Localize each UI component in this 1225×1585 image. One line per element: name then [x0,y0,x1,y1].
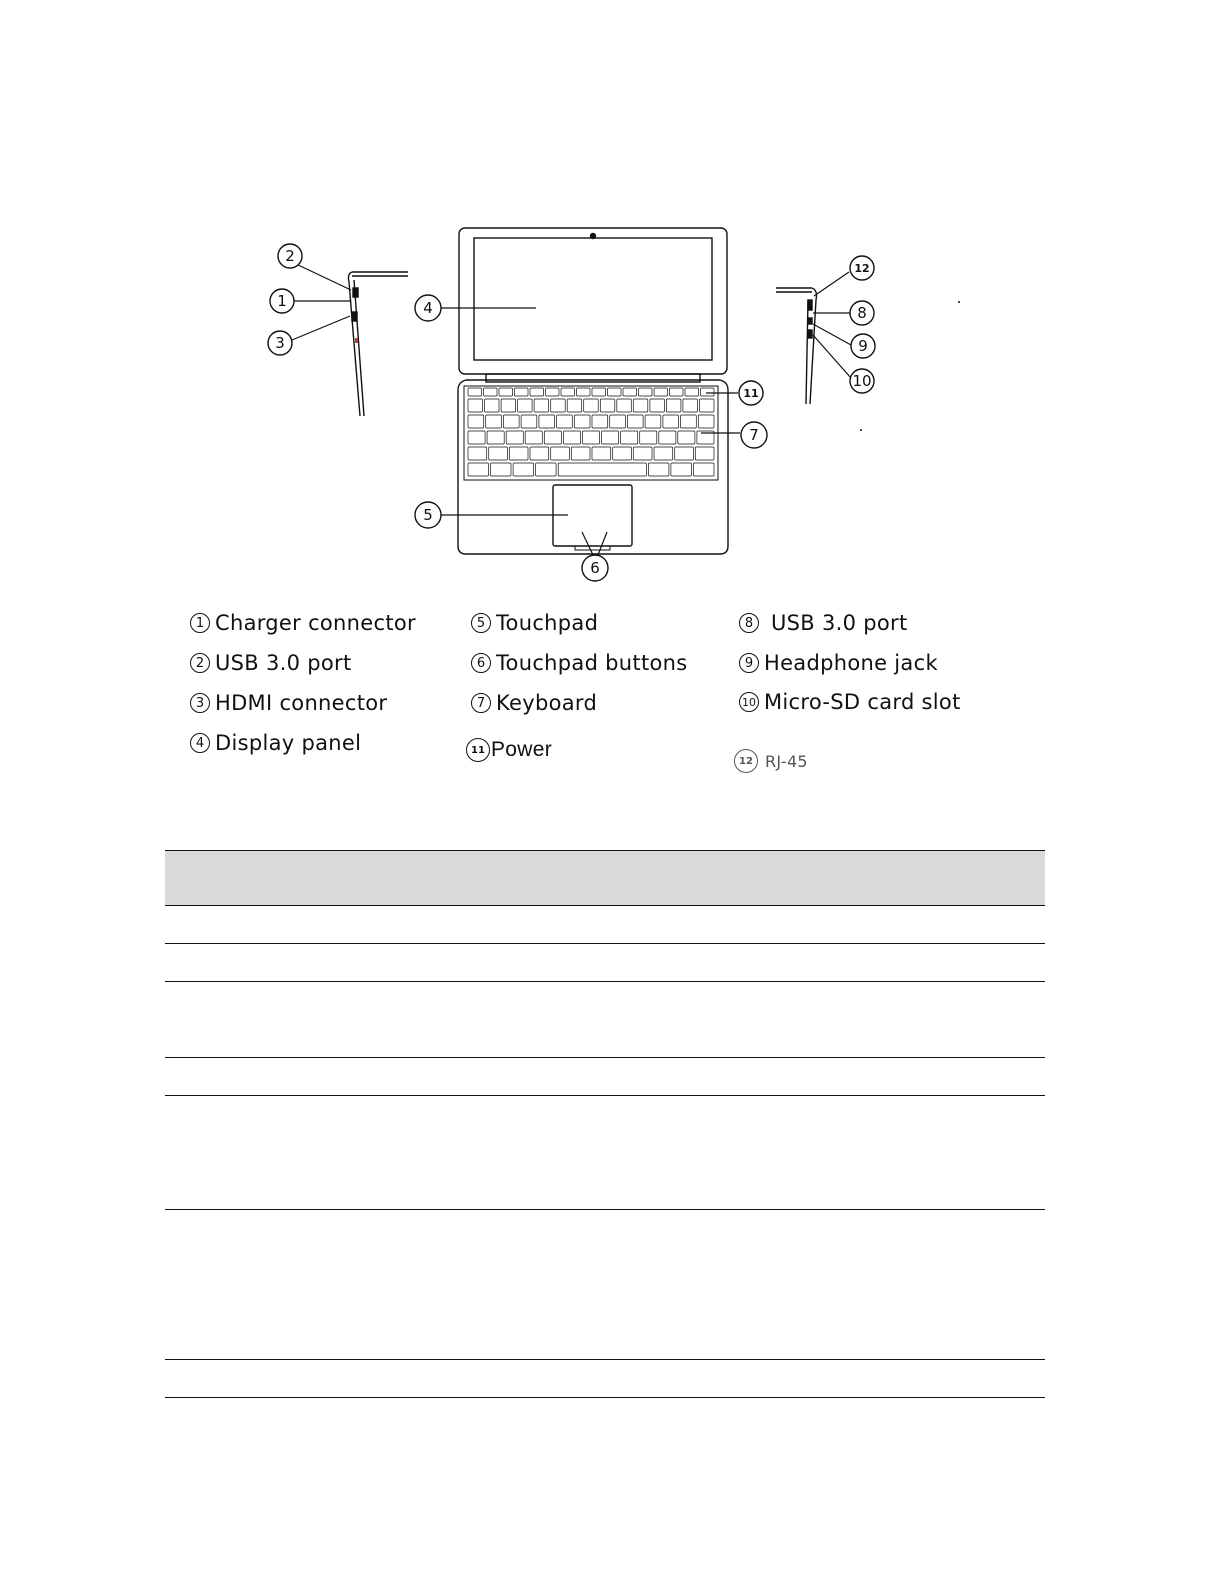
legend-item-9 [739,651,938,675]
svg-text:5: 5 [423,506,433,524]
legend-label: Keyboard [496,691,598,715]
svg-text:7: 7 [749,426,759,444]
svg-text:8: 8 [857,304,867,322]
legend-label: Display panel [215,731,362,755]
legend-number: 2 [190,653,210,673]
legend-number: 7 [471,693,491,713]
legend-item-5 [471,611,598,635]
svg-text:1: 1 [277,292,287,310]
table-row [165,982,1045,1058]
legend-label: Charger connector [215,611,416,635]
legend-label: Power [491,738,553,761]
legend-label: HDMI connector [215,691,388,715]
table-row [165,944,1045,982]
legend-number: 9 [739,653,759,673]
spec-table [165,850,1045,1398]
legend-item-1 [190,611,416,635]
legend-item-6 [471,651,687,675]
legend-label: USB 3.0 port [764,611,908,635]
legend-number: 10 [739,692,759,712]
legend-item-8 [739,611,907,635]
svg-text:2: 2 [285,247,295,265]
svg-text:3: 3 [275,334,285,352]
legend-item-11 [466,738,552,762]
table-row [165,906,1045,944]
legend-label: Touchpad buttons [496,651,688,675]
legend-item-3 [190,691,387,715]
table-row [165,1210,1045,1360]
legend-number: 6 [471,653,491,673]
legend-number: 1 [190,613,210,633]
svg-text:6: 6 [590,559,600,577]
legend-number: 12 [734,749,758,773]
svg-text:11: 11 [743,387,759,400]
legend-label: Touchpad [496,611,599,635]
legend-label: Micro-SD card slot [764,690,961,714]
legend-label: Headphone jack [764,651,938,675]
legend-item-12 [734,749,808,773]
svg-text:10: 10 [852,372,872,390]
svg-text:9: 9 [858,337,868,355]
legend-number: 11 [466,738,490,762]
legend-number: 5 [471,613,491,633]
legend-label: USB 3.0 port [215,651,352,675]
table-header [165,850,1045,906]
svg-text:12: 12 [854,262,870,275]
legend-item-10 [739,690,961,714]
legend-item-2 [190,651,352,675]
legend-item-7 [471,691,597,715]
legend-label: RJ-45 [765,751,808,771]
table-row [165,1058,1045,1096]
table-row [165,1360,1045,1398]
legend-item-4 [190,731,361,755]
svg-text:4: 4 [423,299,433,317]
table-row [165,1096,1045,1210]
legend-number: 3 [190,693,210,713]
legend-number: 8 [739,613,759,633]
legend-number: 4 [190,733,210,753]
